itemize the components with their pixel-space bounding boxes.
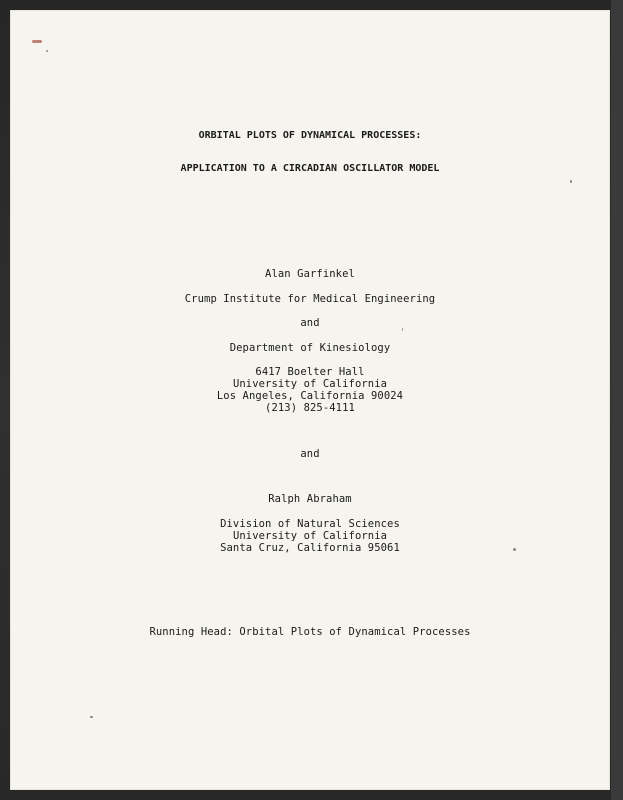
between-authors-and: and <box>300 448 320 460</box>
title-line-2: APPLICATION TO A CIRCADIAN OSCILLATOR MODEL <box>180 163 440 174</box>
author-2-address-line: Division of Natural Sciences <box>220 518 400 530</box>
stain-mark <box>32 40 42 43</box>
speck <box>90 716 93 718</box>
author-1-affiliation-1: Crump Institute for Medical Engineering <box>184 293 436 305</box>
running-head: Running Head: Orbital Plots of Dynamical Processes <box>149 626 471 638</box>
author-1-phone: (213) 825-4111 <box>265 402 355 414</box>
author-2-address-line: University of California <box>232 530 388 542</box>
author-1-address-line: Los Angeles, California 90024 <box>216 390 404 402</box>
author-1-conjunction: and <box>300 317 320 329</box>
author-2-address-line: Santa Cruz, California 95061 <box>220 542 400 554</box>
typed-page <box>10 10 610 790</box>
title-line-1: ORBITAL PLOTS OF DYNAMICAL PROCESSES: <box>198 130 422 141</box>
author-1-name: Alan Garfinkel <box>265 268 355 280</box>
page-edge <box>611 0 623 800</box>
speck <box>570 180 572 183</box>
speck <box>46 50 48 52</box>
author-1-affiliation-2: Department of Kinesiology <box>229 342 391 354</box>
author-1-address-line: University of California <box>232 378 388 390</box>
author-1-address-line: 6417 Boelter Hall <box>255 366 365 378</box>
author-2-name: Ralph Abraham <box>268 493 352 505</box>
